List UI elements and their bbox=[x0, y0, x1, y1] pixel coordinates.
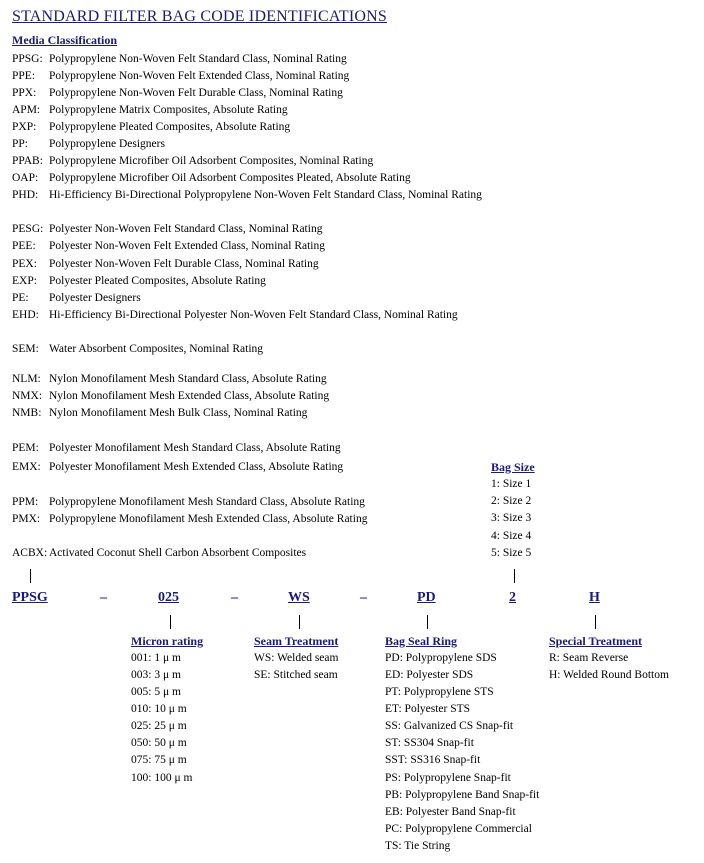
media-classification-heading: Media Classification bbox=[12, 33, 117, 47]
connector-line bbox=[595, 615, 596, 629]
list-item: PEX: Polyester Non-Woven Felt Durable Class, Nominal Rating bbox=[12, 258, 319, 270]
list-item: PEE: Polyester Non-Woven Felt Extended Class, Nominal Rating bbox=[12, 240, 325, 252]
connector-line bbox=[514, 569, 515, 583]
list-item: 025: 25 μ m bbox=[131, 720, 187, 732]
list-item: 050: 50 μ m bbox=[131, 737, 187, 749]
code-dash: – bbox=[360, 590, 367, 605]
list-item: PPE: Polypropylene Non-Woven Felt Extended Class, Nominal Rating bbox=[12, 70, 350, 82]
page-title: STANDARD FILTER BAG CODE IDENTIFICATIONS bbox=[12, 8, 388, 25]
list-item: 4: Size 4 bbox=[491, 530, 532, 542]
code-ring: PD bbox=[417, 590, 436, 605]
list-item: H: Welded Round Bottom bbox=[549, 669, 669, 681]
list-item: PS: Polypropylene Snap-fit bbox=[385, 772, 511, 784]
bag-size-heading: Bag Size bbox=[491, 460, 535, 474]
list-item: PHD: Hi-Efficiency Bi-Directional Polypropylene Non-Woven Felt Standard Class, Nominal Rating bbox=[12, 189, 482, 201]
seam-treatment-heading: Seam Treatment bbox=[254, 634, 339, 648]
list-item: SST: SS316 Snap-fit bbox=[385, 754, 481, 766]
connector-line bbox=[299, 615, 300, 629]
list-item: PPX: Polypropylene Non-Woven Felt Durable Class, Nominal Rating bbox=[12, 87, 343, 99]
list-item: 003: 3 μ m bbox=[131, 669, 181, 681]
list-item: 100: 100 μ m bbox=[131, 772, 193, 784]
list-item: PXP: Polypropylene Pleated Composites, Absolute Rating bbox=[12, 121, 291, 133]
list-item: WS: Welded seam bbox=[254, 652, 339, 664]
list-item: NLM: Nylon Monofilament Mesh Standard Class, Absolute Rating bbox=[12, 373, 327, 385]
list-item: 001: 1 μ m bbox=[131, 652, 181, 664]
list-item: 075: 75 μ m bbox=[131, 754, 187, 766]
list-item: PB: Polypropylene Band Snap-fit bbox=[385, 789, 540, 801]
list-item: R: Seam Reverse bbox=[549, 652, 629, 664]
list-item: ET: Polyester STS bbox=[385, 703, 471, 715]
micron-rating-heading: Micron rating bbox=[131, 634, 204, 648]
list-item: APM: Polypropylene Matrix Composites, Absolute Rating bbox=[12, 104, 288, 116]
code-micron: 025 bbox=[158, 590, 179, 605]
code-size: 2 bbox=[509, 590, 516, 605]
list-item: PESG: Polyester Non-Woven Felt Standard Class, Nominal Rating bbox=[12, 223, 323, 235]
list-item: TS: Tie String bbox=[385, 840, 451, 852]
list-item: SS: Galvanized CS Snap-fit bbox=[385, 720, 514, 732]
code-special: H bbox=[589, 590, 600, 605]
list-item: EHD: Hi-Efficiency Bi-Directional Polyester Non-Woven Felt Standard Class, Nominal Rating bbox=[12, 309, 458, 321]
list-item: 1: Size 1 bbox=[491, 478, 532, 490]
code-dash: – bbox=[100, 590, 107, 605]
list-item: PMX: Polypropylene Monofilament Mesh Extended Class, Absolute Rating bbox=[12, 513, 368, 525]
connector-line bbox=[30, 569, 31, 583]
list-item: 005: 5 μ m bbox=[131, 686, 181, 698]
bag-seal-ring-heading: Bag Seal Ring bbox=[385, 634, 458, 648]
list-item: EMX: Polyester Monofilament Mesh Extended Class, Absolute Rating bbox=[12, 461, 344, 473]
list-item: ST: SS304 Snap-fit bbox=[385, 737, 474, 749]
list-item: NMB: Nylon Monofilament Mesh Bulk Class, Nominal Rating bbox=[12, 407, 308, 419]
list-item: 2: Size 2 bbox=[491, 495, 532, 507]
list-item: ACBX: Activated Coconut Shell Carbon Absorbent Composites bbox=[12, 547, 307, 559]
list-item: EB: Polyester Band Snap-fit bbox=[385, 806, 516, 818]
list-item: PC: Polypropylene Commercial bbox=[385, 823, 532, 835]
list-item: PD: Polypropylene SDS bbox=[385, 652, 497, 664]
code-dash: – bbox=[231, 590, 238, 605]
code-seam: WS bbox=[288, 590, 310, 605]
connector-line bbox=[427, 615, 428, 629]
list-item: PP: Polypropylene Designers bbox=[12, 138, 165, 150]
list-item: 3: Size 3 bbox=[491, 512, 532, 524]
list-item: 010: 10 μ m bbox=[131, 703, 187, 715]
special-treatment-heading: Special Treatment bbox=[549, 634, 642, 648]
list-item: OAP: Polypropylene Microfiber Oil Adsorbent Composites Pleated, Absolute Rating bbox=[12, 172, 411, 184]
list-item: NMX: Nylon Monofilament Mesh Extended Class, Absolute Rating bbox=[12, 390, 330, 402]
list-item: SE: Stitched seam bbox=[254, 669, 338, 681]
connector-line bbox=[170, 615, 171, 629]
list-item: PEM: Polyester Monofilament Mesh Standard Class, Absolute Rating bbox=[12, 442, 341, 454]
list-item: SEM: Water Absorbent Composites, Nominal Rating bbox=[12, 343, 264, 355]
code-media: PPSG bbox=[12, 590, 48, 605]
list-item: ED: Polyester SDS bbox=[385, 669, 474, 681]
list-item: PT: Polypropylene STS bbox=[385, 686, 494, 698]
list-item: PPAB: Polypropylene Microfiber Oil Adsorbent Composites, Nominal Rating bbox=[12, 155, 374, 167]
list-item: EXP: Polyester Pleated Composites, Absolute Rating bbox=[12, 275, 266, 287]
list-item: PPSG: Polypropylene Non-Woven Felt Standard Class, Nominal Rating bbox=[12, 53, 347, 65]
list-item: PE: Polyester Designers bbox=[12, 292, 141, 304]
list-item: 5: Size 5 bbox=[491, 547, 532, 559]
list-item: PPM: Polypropylene Monofilament Mesh Standard Class, Absolute Rating bbox=[12, 496, 365, 508]
